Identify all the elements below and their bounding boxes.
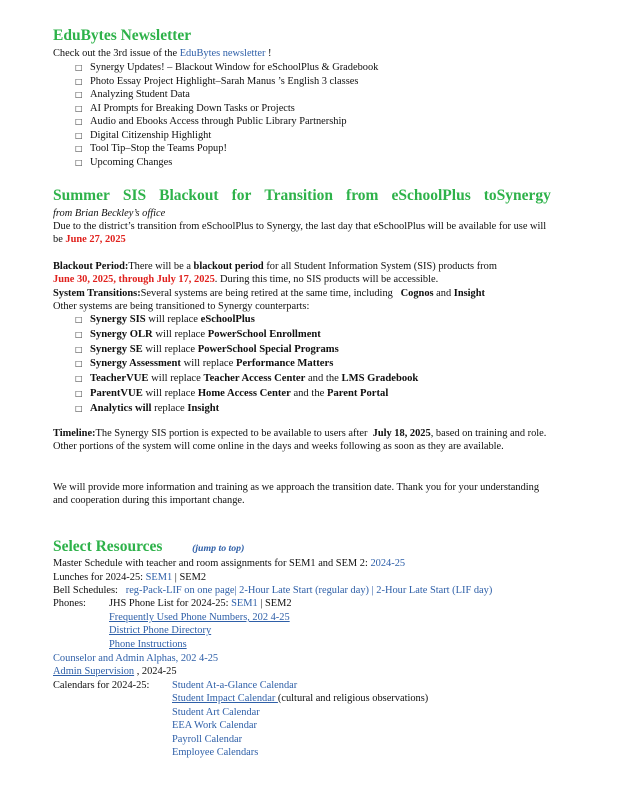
calendar-row bbox=[172, 692, 428, 705]
blackout-title-word: Transition bbox=[264, 187, 334, 204]
calendars-label: Calendars for 2024-25: bbox=[53, 680, 150, 691]
newsletter-topic-label: AI Prompts for Breaking Down Tasks or Projects bbox=[90, 102, 295, 114]
blackout-title-word: for bbox=[231, 187, 252, 204]
intro-text: Due to the district’s transition from eSchoolPlus to Synergy, the last day that eSchoolPlus will be available for use will be bbox=[53, 221, 547, 246]
replace-verb: will replace bbox=[145, 343, 196, 355]
resources-title: Select Resources bbox=[53, 538, 163, 555]
phone-resource-link[interactable]: District Phone Directory bbox=[109, 625, 212, 637]
closing-paragraph: We will provide more information and training as we approach the transition date. Thank you for your understanding and cooperation during this important change. bbox=[53, 482, 540, 507]
new-system: Synergy Assessment bbox=[90, 358, 181, 370]
lunches-sem2: SEM2 bbox=[179, 572, 207, 583]
calendar-links bbox=[172, 679, 428, 759]
phones-line bbox=[53, 597, 558, 610]
old-system: Teacher Access Center bbox=[203, 373, 306, 385]
old-system: PowerSchool Special Programs bbox=[197, 343, 339, 355]
new-system: TeacherVUE bbox=[90, 373, 149, 385]
intro-suffix: ! bbox=[268, 48, 272, 59]
blackout-end-date: July 17, 2025 bbox=[156, 274, 215, 286]
tl-text2: , based on training and role. Other portions of the system will come online in the days and weeks following as soon as they are available. bbox=[53, 428, 547, 453]
bullet-icon: □ bbox=[75, 403, 83, 413]
bullet-icon: □ bbox=[75, 315, 83, 324]
replacement-item bbox=[53, 313, 553, 328]
replace-tail: and the bbox=[307, 373, 339, 385]
phone-resource-link[interactable]: Phone Instructions bbox=[109, 638, 187, 650]
bp-text2: for all Student Information System (SIS) products from bbox=[266, 261, 497, 272]
calendar-row bbox=[172, 679, 428, 692]
timeline-date: July 18, 2025 bbox=[372, 428, 431, 439]
newsletter-topic-label: Digital Citizenship Highlight bbox=[90, 129, 212, 141]
system-transitions-line bbox=[53, 287, 485, 300]
bullet-icon: □ bbox=[75, 76, 83, 86]
blackout-start-date: June 30, 2025 bbox=[53, 274, 114, 286]
new-system: Synergy OLR bbox=[90, 328, 153, 340]
lunches-line bbox=[53, 571, 206, 584]
calendar-row bbox=[172, 733, 428, 746]
replacement-item bbox=[53, 387, 553, 402]
master-schedule-line bbox=[53, 557, 405, 570]
old-system: PowerSchool Enrollment bbox=[207, 328, 321, 340]
admin-supervision-link[interactable]: Admin Supervision bbox=[53, 666, 135, 677]
bell-schedule-links[interactable]: reg-Pack-LIF on one page| 2-Hour Late Start (regular day) | 2-Hour Late Start (LIF day) bbox=[125, 585, 493, 596]
bp-text: There will be a bbox=[128, 261, 191, 272]
blackout-period-label: Blackout Period: bbox=[53, 261, 129, 272]
newsletter-topic-item[interactable] bbox=[53, 156, 553, 170]
phones-label: Phones: bbox=[53, 598, 86, 609]
resources-heading-row bbox=[53, 538, 244, 556]
master-schedule-link[interactable]: 2024-25 bbox=[370, 558, 406, 569]
phones-sem2: SEM2 bbox=[264, 598, 292, 609]
newsletter-topic-item[interactable] bbox=[53, 88, 553, 102]
replacement-item bbox=[53, 402, 553, 417]
newsletter-topic-item[interactable] bbox=[53, 115, 553, 129]
old-system: Home Access Center bbox=[197, 387, 291, 399]
replace-verb: replace bbox=[154, 402, 185, 414]
bell-label: Bell Schedules: bbox=[53, 585, 118, 596]
newsletter-topic-item[interactable] bbox=[53, 102, 553, 116]
bullet-icon: □ bbox=[75, 374, 83, 384]
st-and: and bbox=[436, 288, 452, 299]
bullet-icon: □ bbox=[75, 157, 83, 167]
bullet-icon: □ bbox=[75, 117, 83, 126]
phones-sep: | bbox=[257, 598, 265, 609]
newsletter-topics-list bbox=[53, 61, 553, 169]
replacement-item bbox=[53, 372, 553, 387]
bp-through: , through bbox=[113, 274, 155, 286]
newsletter-intro bbox=[53, 47, 271, 60]
blackout-title-word: toSynergy bbox=[483, 187, 551, 204]
last-day-date: June 27, 2025 bbox=[65, 234, 126, 246]
blackout-title-word: SIS bbox=[122, 187, 147, 204]
blackout-title-word: eSchoolPlus bbox=[391, 187, 471, 204]
new-system: Synergy SE bbox=[90, 343, 143, 355]
bullet-icon: □ bbox=[75, 144, 83, 153]
newsletter-topic-label: Upcoming Changes bbox=[90, 156, 173, 168]
master-text: Master Schedule with teacher and room assignments for SEM1 and SEM 2: bbox=[53, 558, 368, 569]
bp-bold: blackout period bbox=[193, 261, 264, 272]
st-cognos: Cognos bbox=[400, 288, 434, 299]
replace-tail: and the bbox=[293, 387, 325, 399]
bullet-icon: □ bbox=[75, 103, 83, 113]
newsletter-topic-label: Photo Essay Project Highlight–Sarah Manus ’s English 3 classes bbox=[90, 75, 359, 87]
blackout-title-word: Blackout bbox=[159, 187, 219, 204]
st-insight: Insight bbox=[453, 288, 485, 299]
calendar-link[interactable]: Employee Calendars bbox=[172, 747, 259, 759]
lunches-sep: | bbox=[172, 572, 180, 583]
blackout-period-paragraph bbox=[53, 260, 558, 287]
newsletter-topic-label: Tool Tip–Stop the Teams Popup! bbox=[90, 143, 227, 154]
replacements-list bbox=[53, 313, 553, 417]
edubytes-newsletter-link[interactable]: EduBytes newsletter bbox=[179, 48, 266, 59]
calendar-row bbox=[172, 719, 428, 732]
newsletter-topic-label: Synergy Updates! – Blackout Window for eSchoolPlus & Gradebook bbox=[90, 62, 379, 73]
replace-tail-bold: Parent Portal bbox=[326, 387, 389, 399]
new-system: ParentVUE bbox=[90, 387, 143, 399]
old-system: eSchoolPlus bbox=[200, 314, 255, 325]
bullet-icon: □ bbox=[75, 63, 83, 72]
replacement-item bbox=[53, 357, 553, 372]
timeline-paragraph bbox=[53, 427, 558, 454]
bp-text3: . During this time, no SIS products will be accessible. bbox=[214, 274, 439, 286]
st-text: Several systems are being retired at the same time, including bbox=[140, 288, 393, 299]
replace-verb: will replace bbox=[148, 314, 199, 325]
calendar-link[interactable]: EEA Work Calendar bbox=[172, 720, 257, 732]
bullet-icon: □ bbox=[75, 388, 83, 398]
newsletter-topic-item[interactable] bbox=[53, 142, 553, 156]
new-system: Synergy SIS bbox=[90, 314, 146, 325]
newsletter-topic-item[interactable] bbox=[53, 61, 553, 75]
bullet-icon: □ bbox=[75, 359, 83, 369]
newsletter-topic-label: Analyzing Student Data bbox=[90, 89, 190, 100]
calendar-link[interactable]: Student Art Calendar bbox=[172, 706, 260, 718]
new-system: Analytics will bbox=[90, 402, 152, 414]
phone-links bbox=[109, 611, 290, 651]
replace-verb: will replace bbox=[145, 387, 196, 399]
bell-schedules-line bbox=[53, 584, 492, 597]
bullet-icon: □ bbox=[75, 329, 83, 339]
calendar-row bbox=[172, 746, 428, 759]
bullet-icon: □ bbox=[75, 344, 83, 354]
intro-prefix: Check out the 3rd issue of the bbox=[53, 48, 178, 59]
calendar-row bbox=[172, 706, 428, 719]
tl-text1: The Synergy SIS portion is expected to be available to users after bbox=[95, 428, 368, 439]
lunches-text: Lunches for 2024-25: bbox=[53, 572, 144, 583]
replace-verb: will replace bbox=[183, 358, 234, 370]
newsletter-topic-item[interactable] bbox=[53, 129, 553, 143]
admin-supervision-line bbox=[53, 665, 177, 678]
admin-suffix: , 2024-25 bbox=[134, 666, 177, 677]
blackout-title-word: from bbox=[346, 187, 379, 204]
lunches-sem1-link[interactable]: SEM1 bbox=[145, 572, 173, 583]
blackout-intro-paragraph bbox=[53, 220, 558, 247]
calendar-link[interactable]: Payroll Calendar bbox=[172, 733, 243, 745]
old-system: Performance Matters bbox=[235, 358, 334, 370]
phones-text: JHS Phone List for 2024-25: bbox=[109, 598, 229, 609]
calendar-link[interactable]: Student At-a-Glance Calendar bbox=[172, 680, 298, 691]
byline: from Brian Beckley’s office bbox=[53, 208, 166, 219]
replace-verb: will replace bbox=[155, 328, 206, 340]
replacement-item bbox=[53, 343, 553, 358]
calendar-link[interactable]: Student Impact Calendar bbox=[172, 693, 278, 705]
calendar-note: (cultural and religious observations) bbox=[277, 693, 429, 705]
replace-verb: will replace bbox=[151, 373, 201, 385]
blackout-heading bbox=[53, 187, 551, 205]
jump-to-top-link[interactable]: (jump to top) bbox=[192, 543, 245, 554]
replace-tail-bold: LMS Gradebook bbox=[341, 373, 419, 385]
bullet-icon: □ bbox=[75, 90, 83, 99]
newsletter-title: EduBytes Newsletter bbox=[53, 27, 192, 44]
counselor-alphas-link[interactable]: Counselor and Admin Alphas, 202 4-25 bbox=[53, 653, 219, 664]
newsletter-topic-item[interactable] bbox=[53, 75, 553, 89]
phone-resource-link[interactable]: Frequently Used Phone Numbers, 202 4-25 bbox=[109, 612, 290, 623]
bullet-icon: □ bbox=[75, 130, 83, 140]
timeline-label: Timeline: bbox=[53, 428, 96, 439]
newsletter-topic-label: Audio and Ebooks Access through Public Library Partnership bbox=[90, 116, 347, 127]
old-system: Insight bbox=[187, 402, 220, 414]
system-transitions-label: System Transitions: bbox=[53, 288, 141, 299]
system-transitions-line2: Other systems are being transitioned to Synergy counterparts: bbox=[53, 301, 310, 312]
blackout-title-word: Summer bbox=[53, 187, 110, 204]
replacement-item bbox=[53, 328, 553, 343]
phones-sem1-link[interactable]: SEM1 bbox=[231, 598, 258, 609]
